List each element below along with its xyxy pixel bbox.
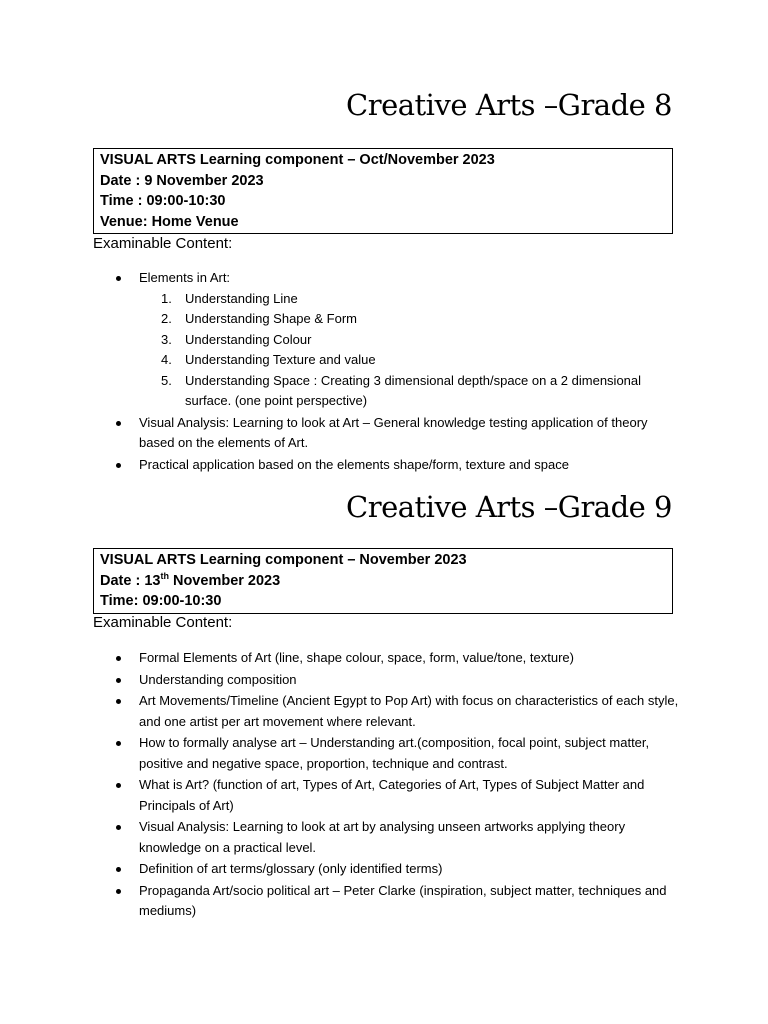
bullet-icon — [116, 463, 121, 468]
grade8-info-box — [93, 148, 673, 234]
list-item — [93, 268, 683, 412]
list-item: Visual Analysis: Learning to look at Art – General knowledge testing application of theory based on the elements of Art. — [93, 413, 683, 454]
bullet-icon — [116, 276, 121, 281]
list-item: Formal Elements of Art (line, shape colour, space, form, value/tone, texture) — [93, 648, 683, 669]
bullet-icon — [116, 421, 121, 426]
component-line: VISUAL ARTS Learning component – Oct/November 2023 — [100, 152, 495, 168]
venue-line: Venue: Home Venue — [100, 213, 239, 230]
date-line: Date : 13th November 2023 — [100, 570, 281, 589]
list-item: Propaganda Art/socio political art – Peter Clarke (inspiration, subject matter, techniques and mediums) — [93, 881, 683, 922]
component-line: VISUAL ARTS Learning component – November 2023 — [100, 552, 467, 568]
list-item: Definition of art terms/glossary (only identified terms) — [93, 859, 683, 880]
date-line: Date : 9 November 2023 — [100, 172, 264, 189]
list-item: Art Movements/Timeline (Ancient Egypt to Pop Art) with focus on characteristics of each style, and one artist per art movement where relevant. — [93, 691, 683, 732]
bullet-icon — [116, 783, 121, 788]
grade8-content-list — [93, 268, 683, 476]
grade9-title: Creative Arts –Grade 9 — [346, 490, 672, 524]
sub-list-item: 2. Understanding Shape & Form — [161, 311, 357, 326]
bullet-icon — [116, 678, 121, 683]
sub-list-item: 1. Understanding Line — [161, 290, 298, 306]
bullet-icon — [116, 825, 121, 830]
sub-list — [139, 289, 683, 412]
time-line: Time: 09:00-10:30 — [100, 593, 222, 609]
list-item-text: Elements in Art: — [139, 270, 231, 285]
bullet-icon — [116, 699, 121, 704]
grade9-info-box — [93, 548, 673, 614]
grade9-content-list — [93, 648, 683, 923]
list-item: How to formally analyse art – Understanding art.(composition, focal point, subject matter, positive and negative space, proportion, technique and contrast. — [93, 733, 683, 774]
list-item: Understanding composition — [93, 670, 683, 691]
grade8-title: Creative Arts –Grade 8 — [346, 88, 672, 122]
bullet-icon — [116, 889, 121, 894]
bullet-icon — [116, 656, 121, 661]
time-line: Time : 09:00-10:30 — [100, 193, 226, 209]
grade8-examinable-heading: Examinable Content: — [93, 235, 233, 252]
sub-list-item: 3. Understanding Colour — [161, 331, 312, 347]
list-item: What is Art? (function of art, Types of Art, Categories of Art, Types of Subject Matter and Principals of Art) — [93, 775, 683, 816]
bullet-icon — [116, 741, 121, 746]
sub-list-item: 5. Understanding Space : Creating 3 dimensional depth/space on a 2 dimensional surface. (one point perspective) — [161, 372, 642, 408]
sub-list-item: 4. Understanding Texture and value — [161, 352, 376, 367]
bullet-icon — [116, 867, 121, 872]
list-item: Practical application based on the elements shape/form, texture and space — [93, 455, 683, 476]
grade9-examinable-heading: Examinable Content: — [93, 614, 233, 631]
list-item: Visual Analysis: Learning to look at art by analysing unseen artworks applying theory knowledge on a practical level. — [93, 817, 683, 858]
